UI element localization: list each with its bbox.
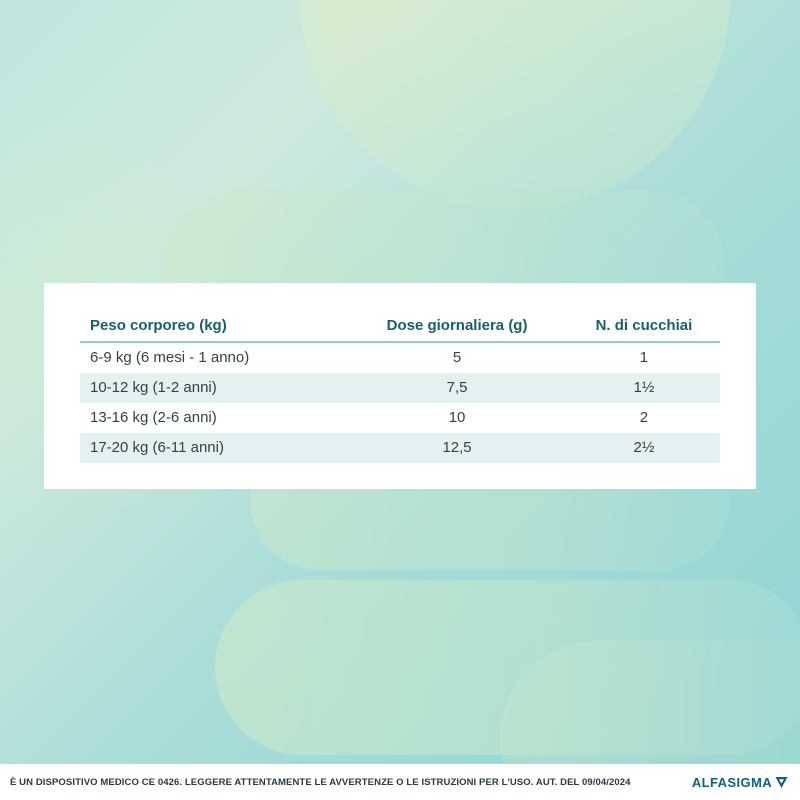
cell-weight: 10-12 kg (1-2 anni) — [80, 373, 346, 403]
table-row — [80, 433, 720, 463]
dosage-table-card — [44, 283, 756, 489]
cell-weight: 17-20 kg (6-11 anni) — [80, 433, 346, 463]
brand-name: ALFASIGMA — [691, 774, 772, 790]
cell-weight: 13-16 kg (2-6 anni) — [90, 409, 217, 426]
table-row — [80, 342, 720, 373]
table-row — [80, 403, 720, 433]
cell-dose: 7,5 — [346, 373, 568, 403]
cell-spoons: 2 — [639, 409, 649, 426]
cell-weight: 6-9 kg (6 mesi - 1 anno) — [90, 349, 250, 366]
decorative-blob — [215, 580, 800, 755]
footer-bar — [0, 764, 800, 800]
column-header-spoons: N. di cucchiai — [568, 317, 720, 342]
alfasigma-mark-icon — [775, 776, 788, 789]
table-row — [80, 373, 720, 403]
cell-spoons: 1½ — [568, 373, 720, 403]
medical-disclaimer: È UN DISPOSITIVO MEDICO CE 0426. LEGGERE ATTENTAMENTE LE AVVERTENZE O LE ISTRUZIONI PER L'USO. AUT. DEL 09/04/2024 — [10, 776, 631, 788]
brand-logo — [692, 775, 788, 790]
column-header-daily-dose: Dose giornaliera (g) — [346, 317, 568, 342]
table-header-row — [80, 317, 720, 342]
cell-dose: 10 — [448, 409, 466, 426]
decorative-blob — [300, 0, 730, 210]
column-header-weight: Peso corporeo (kg) — [80, 317, 346, 342]
dosage-table — [80, 317, 720, 463]
cell-dose: 12,5 — [346, 433, 568, 463]
cell-dose: 5 — [452, 349, 462, 366]
cell-spoons: 1 — [639, 349, 649, 366]
cell-spoons: 2½ — [568, 433, 720, 463]
